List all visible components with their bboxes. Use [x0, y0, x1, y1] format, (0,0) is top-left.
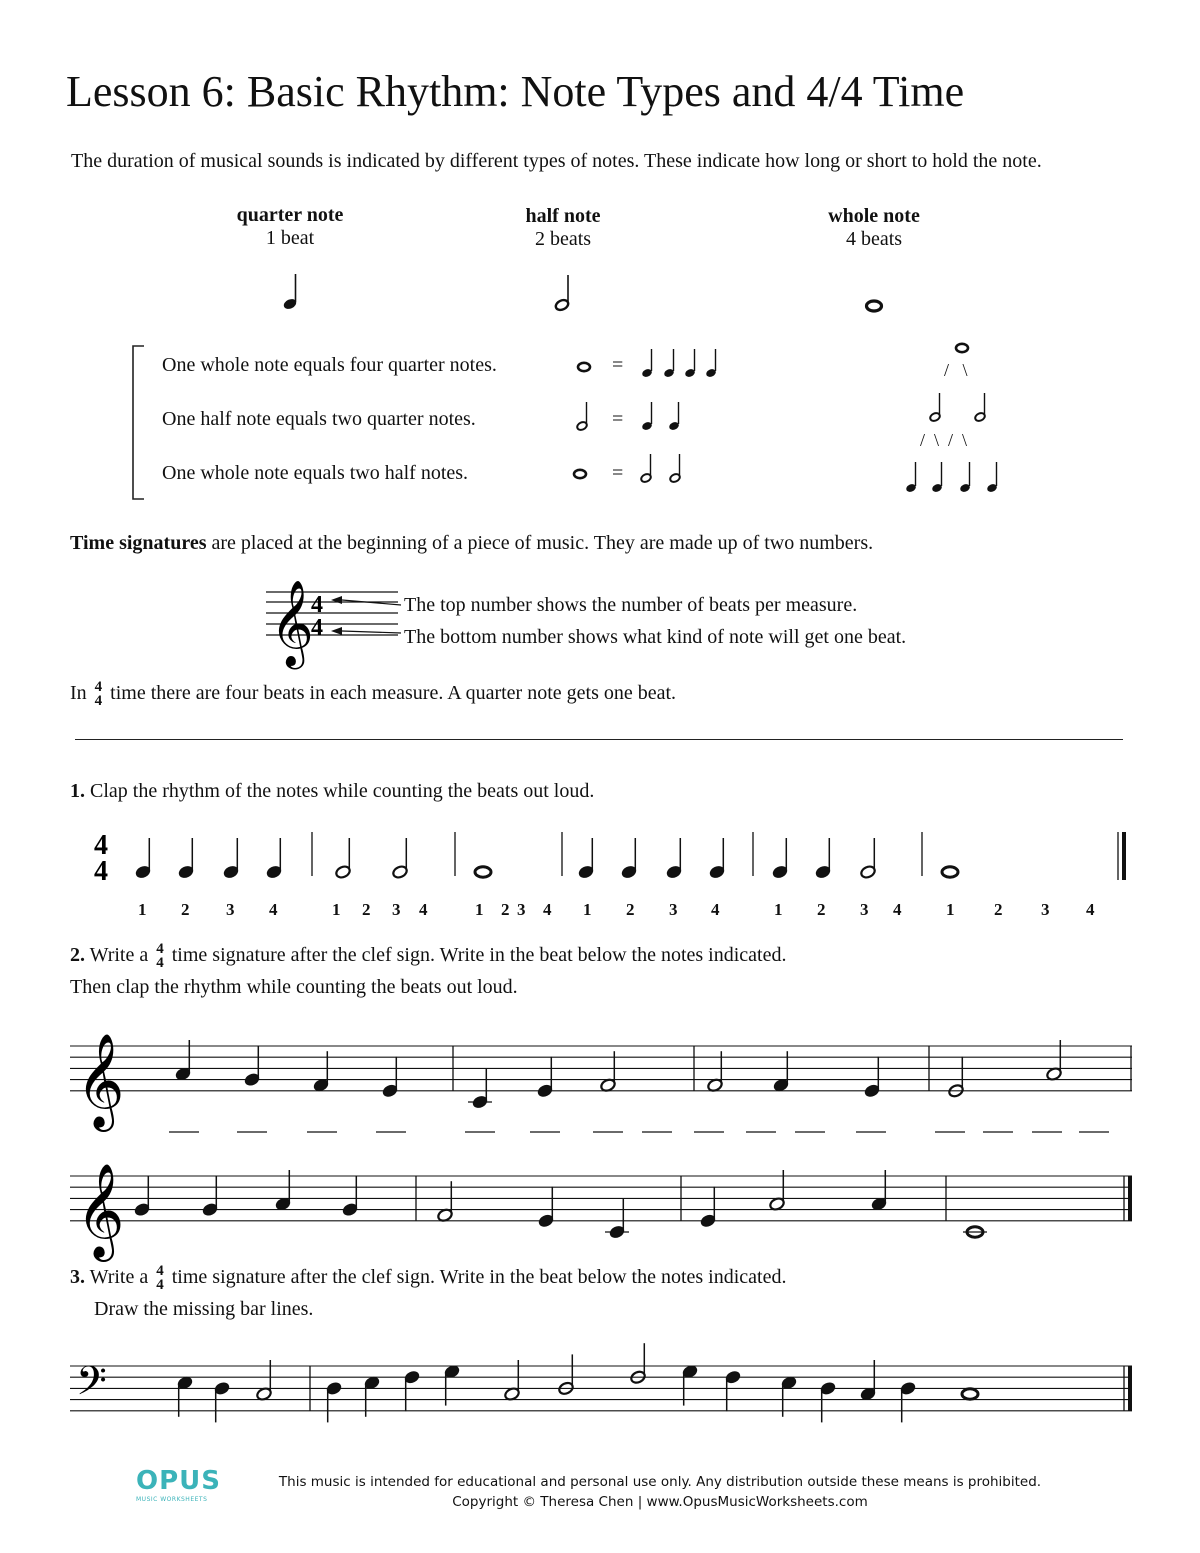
- quarter-note-icon: [641, 349, 653, 378]
- quarter-note: [900, 1381, 917, 1422]
- half-note: [558, 1354, 575, 1395]
- quarter-note: [820, 1381, 837, 1422]
- beat-count: 2: [626, 900, 635, 919]
- tree-branches-top: / \: [944, 360, 968, 380]
- arrow-icon: [331, 596, 342, 604]
- half-note-icon: [974, 393, 986, 422]
- quarter-note: [700, 1187, 717, 1228]
- half-note-name: half note: [525, 205, 601, 227]
- quarter-note: [244, 1046, 261, 1087]
- half-note: [392, 838, 409, 879]
- whole-note: [962, 1389, 978, 1399]
- quarter-note: [404, 1370, 421, 1411]
- exercise-1-text: Clap the rhythm of the notes while counting the beats out loud.: [85, 780, 595, 802]
- quarter-note: [266, 838, 283, 879]
- beat-count: 3: [392, 900, 401, 919]
- page-title: Lesson 6: Basic Rhythm: Note Types and 4/4 Time: [66, 67, 965, 116]
- exercise-1-rhythm: [0, 820, 1200, 900]
- equals-sign-1: =: [612, 354, 624, 376]
- quarter-note-icon: [705, 349, 717, 378]
- section-divider: [75, 739, 1123, 740]
- quarter-note: [134, 1176, 151, 1217]
- ts-denominator: 4: [311, 615, 323, 641]
- half-note-beats: 2 beats: [534, 228, 592, 250]
- quarter-note: [666, 838, 683, 879]
- equivalence-row-1-label: One whole note equals four quarter notes.: [162, 354, 497, 376]
- exercise-3-number: 3.: [70, 1266, 85, 1288]
- final-bar-thick: [1128, 1366, 1132, 1411]
- half-note: [860, 838, 877, 879]
- quarter-note: [725, 1370, 742, 1411]
- beat-count: 1: [946, 900, 955, 919]
- quarter-note: [772, 838, 789, 879]
- arrow-icon: [331, 627, 342, 635]
- beat-count: 3: [517, 900, 526, 919]
- beat-count: 3: [226, 900, 235, 919]
- beat-count: 4: [1086, 900, 1095, 919]
- time-signature-diagram: [258, 572, 418, 672]
- equivalence-notes: [0, 0, 1200, 520]
- whole-note-name: whole note: [828, 205, 920, 227]
- time-signatures-description: are placed at the beginning of a piece of music. They are made up of two numbers.: [206, 532, 874, 554]
- whole-note-icon: [574, 470, 586, 478]
- quarter-note-icon: [684, 349, 696, 378]
- tree-branches-bottom: / \ / \: [920, 430, 968, 450]
- exercise-2-answer-blanks: [0, 1126, 1200, 1138]
- beat-count: 2: [501, 900, 510, 919]
- exercise-3-instruction-line-2: Draw the missing bar lines.: [94, 1298, 314, 1320]
- top-number-label: The top number shows the number of beats per measure.: [404, 594, 858, 616]
- quarter-note: [326, 1381, 343, 1422]
- whole-note-beats: 4 beats: [845, 228, 903, 250]
- quarter-note-icon: [641, 402, 653, 431]
- inline-time-signature: 4 4: [94, 679, 103, 710]
- exercise-1-beat-counts: [0, 900, 1200, 924]
- beat-count: 2: [181, 900, 190, 919]
- opus-logo: [136, 1466, 232, 1516]
- exercise-2-staff-2: [0, 1140, 1200, 1258]
- half-note: [630, 1343, 647, 1384]
- exercise-3-text-b: time signature after the clef sign. Write in the beat below the notes indicated.: [171, 1266, 787, 1288]
- quarter-note-icon: [668, 402, 680, 431]
- quarter-note-icon: [663, 349, 675, 378]
- treble-clef-icon: 𝄞: [270, 580, 314, 666]
- quarter-note-icon: [986, 462, 998, 493]
- bass-clef-icon: 𝄢: [76, 1358, 107, 1414]
- equivalence-row-2-label: One half note equals two quarter notes.: [162, 408, 476, 430]
- quarter-note: [178, 838, 195, 879]
- exercise-1-instruction: [70, 778, 594, 805]
- quarter-note: [202, 1176, 219, 1217]
- half-note-icon: [929, 393, 941, 422]
- ts-denominator: 4: [94, 856, 108, 887]
- four-four-suffix: time there are four beats in each measure. A quarter note gets one beat.: [110, 682, 677, 704]
- footer-disclaimer: This music is intended for educational and personal use only. Any distribution outside these means is prohibited.: [278, 1474, 1042, 1490]
- final-bar-thick: [1122, 832, 1126, 880]
- beat-count: 1: [138, 900, 147, 919]
- beat-count: 1: [332, 900, 341, 919]
- half-note-icon: [576, 402, 588, 431]
- inline-time-signature: 4 4: [156, 941, 164, 972]
- inline-time-signature: 4 4: [156, 1263, 164, 1294]
- ts-numerator: 4: [94, 830, 108, 861]
- beat-count: 2: [362, 900, 371, 919]
- beat-count: 3: [1041, 900, 1050, 919]
- quarter-note: [538, 1187, 555, 1228]
- quarter-note-icon: [905, 462, 917, 493]
- exercise-3-text-a: Write a: [85, 1266, 149, 1288]
- ts-numerator: 4: [311, 592, 323, 618]
- beat-count: 3: [669, 900, 678, 919]
- beat-count: 4: [711, 900, 720, 919]
- quarter-note: [578, 838, 595, 879]
- quarter-note: [815, 838, 832, 879]
- quarter-note-beats: 1 beat: [265, 227, 315, 249]
- beat-count: 1: [475, 900, 484, 919]
- beat-count: 4: [893, 900, 902, 919]
- exercise-3-bass-staff: [0, 1330, 1200, 1440]
- bottom-number-label: The bottom number shows what kind of note will get one beat.: [404, 626, 907, 648]
- whole-note: [942, 867, 958, 877]
- beat-count: 1: [583, 900, 592, 919]
- quarter-note: [609, 1198, 626, 1239]
- half-note-icon: [669, 454, 681, 483]
- exercise-3-instruction: [70, 1264, 786, 1292]
- beat-count: 3: [860, 900, 869, 919]
- quarter-note-name: quarter note: [236, 204, 344, 226]
- exercise-1-number: 1.: [70, 780, 85, 802]
- exercise-2-staff-1: [0, 1010, 1200, 1128]
- four-four-prefix: In: [70, 682, 87, 704]
- exercise-2-text-b: time signature after the clef sign. Write in the beat below the notes indicated.: [171, 944, 787, 966]
- footer-copyright: Copyright © Theresa Chen | www.OpusMusicWorksheets.com: [452, 1494, 868, 1510]
- exercise-2-number: 2.: [70, 944, 85, 966]
- exercise-2-instruction: [70, 942, 786, 970]
- exercise-2-instruction-line-2: Then clap the rhythm while counting the beats out loud.: [70, 976, 518, 998]
- quarter-note: [223, 838, 240, 879]
- beat-count: 2: [994, 900, 1003, 919]
- half-note: [948, 1057, 965, 1098]
- quarter-note: [621, 838, 638, 879]
- final-bar-thick: [1128, 1176, 1132, 1221]
- beat-count: 2: [817, 900, 826, 919]
- whole-note-icon: [956, 344, 968, 352]
- quarter-note: [709, 838, 726, 879]
- quarter-note: [135, 838, 152, 879]
- quarter-note: [537, 1057, 554, 1098]
- half-note: [335, 838, 352, 879]
- intro-paragraph: The duration of musical sounds is indicated by different types of notes. These indicate how long or short to hold the note.: [71, 150, 1042, 172]
- quarter-note: [342, 1176, 359, 1217]
- equals-sign-3: =: [612, 462, 624, 484]
- whole-note-icon: [578, 363, 590, 371]
- four-four-explanation: [70, 680, 676, 708]
- quarter-note-icon: [959, 462, 971, 493]
- logo-wordmark: OPUS: [136, 1466, 221, 1496]
- quarter-note: [864, 1057, 881, 1098]
- time-signatures-term: Time signatures: [70, 532, 207, 554]
- logo-subtitle: MUSIC WORKSHEETS: [136, 1496, 208, 1503]
- beat-count: 1: [774, 900, 783, 919]
- equals-sign-2: =: [612, 408, 624, 430]
- half-note-icon: [640, 454, 652, 483]
- exercise-2-text-a: Write a: [85, 944, 149, 966]
- quarter-note-icon: [931, 462, 943, 493]
- treble-clef-icon: 𝄞: [76, 1163, 125, 1258]
- whole-note: [475, 867, 491, 877]
- treble-clef-icon: 𝄞: [76, 1033, 125, 1128]
- time-signature-paragraph: [70, 530, 873, 557]
- beat-count: 4: [543, 900, 552, 919]
- beat-count: 4: [419, 900, 428, 919]
- quarter-note: [214, 1381, 231, 1422]
- quarter-note: [472, 1068, 489, 1109]
- quarter-note: [382, 1057, 399, 1098]
- beat-count: 4: [269, 900, 278, 919]
- equivalence-row-3-label: One whole note equals two half notes.: [162, 462, 469, 484]
